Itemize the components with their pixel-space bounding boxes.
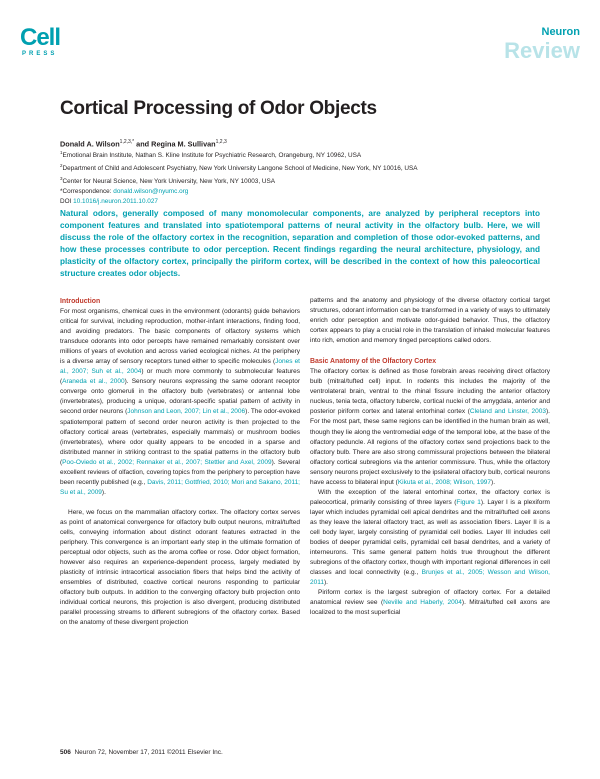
- correspondence-email-link[interactable]: donald.wilson@nyumc.org: [113, 188, 189, 196]
- figure-link[interactable]: Figure 1: [456, 498, 481, 506]
- section-heading: Basic Anatomy of the Olfactory Cortex: [310, 358, 437, 366]
- author-2: Regina M. Sullivan: [151, 139, 216, 149]
- citation-link[interactable]: Araneda et al., 2000: [62, 378, 125, 386]
- paragraph: With the exception of the lateral entorhinal cortex, the olfactory cortex is paleocortical, primarily consisting of three layers (Figure 1). Layer I is a plexiform layer which includes pyramidal cell apical dendrites and the mitral/tufted cell axons as they leave the lateral olfactory tract, as well as association fibers. Layer II is a cell body layer, largely consisting of pyramidal cell bodies. Layer III includes cell bodies of deeper pyramidal cells, pyramidal cell basal dendrites, and a variety of interneurons. This same general pattern holds true throughout the different subregions of the olfactory cortex, though with important regional differences in cell classes and local connectivity (e.g., Brunjes et al., 2005; Wesson and Wilson, 2011).: [310, 488, 550, 587]
- paragraph: Here, we focus on the mammalian olfactory cortex. The olfactory cortex serves as point of anatomical convergence for olfactory bulb output neurons, mitral/tufted cells, conveying information about distinct odorant features extracted in the periphery. This convergence is an important early step in the ultimate formation of perceptual odor objects, such as the aroma coffee or rose. Odor object formation, however also requires an experience-dependent process, largely mediated by plasticity of intrinsic intracortical association fibers that helps bind the activity of ensembles of distributed, coactive cortical neurons responding to particular olfactory bulb outputs. In addition to the converging olfactory bulb projection onto individual cortical neurons, this projection is also divergent, producing distributed parallel processing streams to different subregions of the olfactory cortex. Based on the anatomy of these divergent projection: [60, 508, 300, 627]
- article-type: Review: [504, 38, 580, 63]
- paragraph: Piriform cortex is the largest subregion of olfactory cortex. For a detailed anatomical review see (Neville and Haberly, 2004). Mitral/tufted cell axons are localized to the most superficial: [310, 589, 551, 617]
- citation-link[interactable]: Brunjes et al., 2005; Wesson and Wilson, 2011: [310, 569, 550, 587]
- affiliation: $^3$Center for Neural Science, New York University, New York, NY 10003, USA: [60, 176, 276, 186]
- paragraph: The olfactory cortex is defined as those forebrain areas receiving direct olfactory bulb (mitral/tufted cell) input. In rodents this includes the majority of the ventrolateral brain, ventral to the rhinal fissure including the anterior olfactory nucleus, tenia tecta, olfactory tubercle, cortical nuclei of the amygdala, anterior and posterior piriform cortex and lateral entorhinal cortex (Cleland and Linster, 2003). For the most part, these same regions can be identified in the human brain as well, though they lie along the ventromedial edge of the temporal lobe, at the base of the olfactory peduncle. All regions of the olfactory cortex send projections back to the olfactory bulb. There are also strong commissural projections between the bilateral olfactory cortical subregions via the anterior commissure. Thus, while the olfactory sensory neurons project exclusively to the ipsilateral olfactory bulb, cortical neurons have access to bilateral input (Kikuta et al., 2008; Wilson, 1997).: [310, 368, 550, 486]
- citation-link[interactable]: Poo-Oviedo et al., 2002; Rennaker et al., 2007; Stettler and Axel, 2009: [62, 458, 272, 466]
- journal-name: Neuron: [541, 26, 580, 38]
- abstract: Natural odors, generally composed of many monomolecular components, are analyzed by peripheral receptors into component features and translated into spatiotemporal patterns of neural activity in the olfactory bulb. Here, we will discuss the role of the olfactory cortex in the recognition, separation and completion of those odor-evoked patterns, and how these processes contribute to odor perception. Recent findings regarding the neural architecture, physiology, and plasticity of the olfactory cortex, principally the piriform cortex, will be described in the context of how this paleocortical structure creates odor objects.: [60, 209, 540, 278]
- citation-link[interactable]: Davis, 2011; Gottfried, 2010; Mori and Sakano, 2011; Su et al., 2009: [60, 478, 300, 496]
- body-column-right: [310, 296, 550, 618]
- correspondence: *Correspondence: donald.wilson@nyumc.org: [60, 188, 189, 196]
- doi: DOI 10.1016/j.neuron.2011.10.027: [60, 198, 158, 206]
- body-column-left: [60, 296, 300, 628]
- affiliations: [60, 148, 418, 207]
- section-heading: Introduction: [60, 298, 101, 305]
- logo-word: Cell: [20, 24, 61, 51]
- footer-citation: Neuron 72, November 17, 2011 ©2011 Elsevier Inc.: [74, 749, 223, 756]
- page-number: 506: [60, 749, 71, 756]
- paragraph: For most organisms, chemical cues in the environment (odorants) guide behaviors critical for survival, including reproduction, mother-infant interactions, finding food, and avoiding predators. The basic components of olfactory systems which transduce odorants into odor percepts have remained remarkably consistent over millions of years of evolution and across varied ecological niches. At the periphery is a diverse array of sensory receptors tuned either to specific molecules (Jones et al., 2007; Suh et al., 2004) or much more commonly to submolecular features (Araneda et al., 2000). Sensory neurons expressing the same odorant receptor converge onto glomeruli in the olfactory bulb (vertebrates) or antennal lobe (invertebrates), producing a unique, odorant-specific spatial pattern of activity in second order neurons (Johnson and Leon, 2007; Lin et al., 2006). The odor-evoked spatiotemporal pattern of second order neuron activity is then projected to the olfactory cortical areas (vertebrates, especially mammals) or mushroom bodies (invertebrates), where odor quality appears to be encoded in a sparse and distributed manner in striking contrast to the spatial patterns in the olfactory bulb (Poo-Oviedo et al., 2002; Rennaker et al., 2007; Stettler and Axel, 2009). Several excellent reviews of olfaction, covering topics from the periphery to perception have been recently published (e.g., Davis, 2011; Gottfried, 2010; Mori and Sakano, 2011; Su et al., 2009).: [60, 308, 301, 496]
- author-1-affil: 1,2,3,*: [119, 139, 135, 145]
- paragraph: patterns and the anatomy and physiology of the diverse olfactory cortical target structures, odorant information can be transformed in a variety of ways to ultimately enrich odor perception and motivate odor-guided behavior. Thus, the olfactory cortex appears to play a crucial role in the translation of inhaled molecular features into rich, emotion and memory tinged perceptions called odors.: [310, 297, 550, 345]
- citation-link[interactable]: Cleland and Linster, 2003: [469, 408, 547, 416]
- citation-link[interactable]: Neville and Haberly, 2004: [383, 599, 462, 607]
- author-conjunction: and: [134, 139, 152, 149]
- citation-link[interactable]: Jones et al., 2007; Suh et al., 2004: [60, 358, 300, 376]
- author-2-affil: 1,2,3: [215, 139, 227, 145]
- journal-header: [504, 26, 580, 63]
- affiliation: $^1$Emotional Brain Institute, Nathan S. Kline Institute for Psychiatric Research, Orangeburg, NY 10962, USA: [60, 150, 362, 160]
- doi-link[interactable]: 10.1016/j.neuron.2011.10.027: [73, 198, 158, 206]
- cell-press-logo: [20, 26, 60, 62]
- logo-sub: PRESS: [22, 51, 58, 57]
- affiliation: $^2$Department of Child and Adolescent Psychiatry, New York University Langone School of Medicine, New York, NY 10016, USA: [60, 163, 418, 173]
- author-1: Donald A. Wilson: [60, 139, 120, 149]
- article-title: Cortical Processing of Odor Objects: [60, 98, 377, 119]
- citation-link[interactable]: Johnson and Leon, 2007; Lin et al., 2006: [127, 408, 246, 416]
- page-footer: [60, 749, 223, 756]
- citation-link[interactable]: Kikuta et al., 2008; Wilson, 1997: [397, 478, 492, 486]
